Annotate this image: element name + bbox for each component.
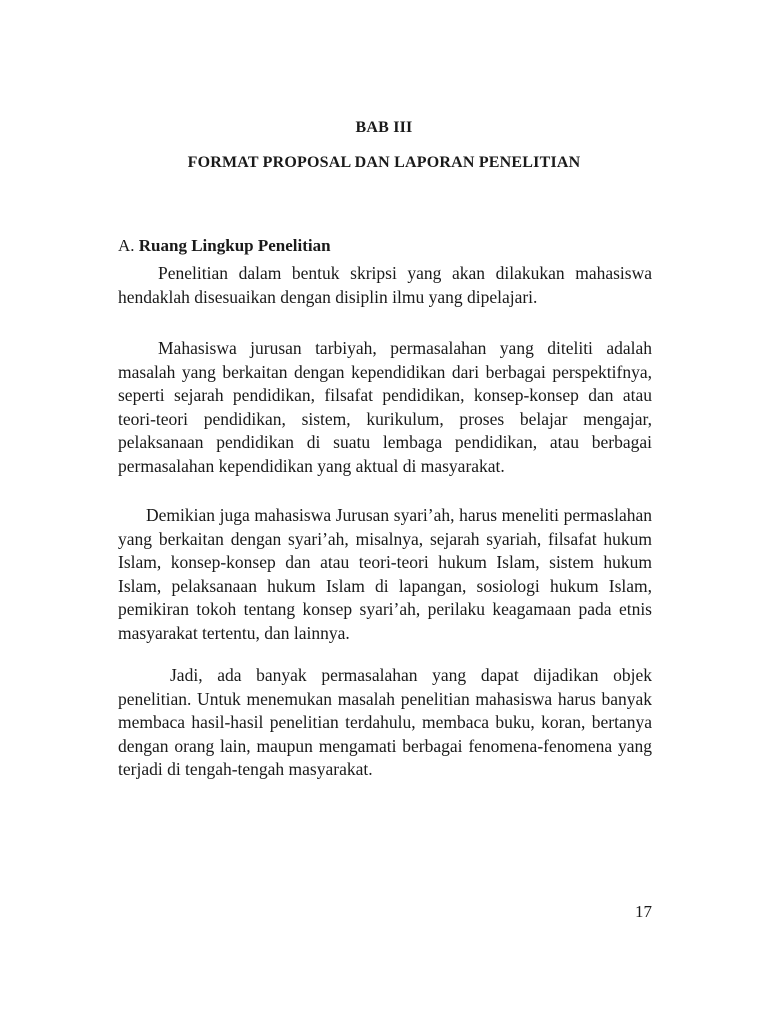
paragraph-3: Demikian juga mahasiswa Jurusan syari’ah, harus meneliti permaslahan yang berkaitan dengan syari’ah, misalnya, sejarah syariah, filsafat hukum Islam, konsep-konsep dan atau teori-teori hukum Islam, sistem hukum Islam, pelaksanaan hukum Islam di lapangan, sosiologi hukum Islam, pemikiran tokoh tentang konsep syari’ah, perilaku keagamaan pada etnis masyarakat tertentu, dan lainnya. [118,505,652,643]
paragraph-2: Mahasiswa jurusan tarbiyah, permasalahan yang diteliti adalah masalah yang berkaitan dengan kependidikan dari berbagai perspektifnya, seperti sejarah pendidikan, filsafat pendidikan, konsep-konsep dan atau teori-teori pendidikan, sistem, kurikulum, proses belajar mengajar, pelaksanaan pendidikan di suatu lembaga pendidikan, atau berbagai permasalahan kependidikan yang aktual di masyarakat. [118,338,652,476]
page-number: 17 [635,902,652,921]
chapter-label: BAB III [355,119,413,136]
paragraph-1: Penelitian dalam bentuk skripsi yang akan dilakukan mahasiswa hendaklah disesuaikan dengan disiplin ilmu yang dipelajari. [118,263,652,307]
section-title: Ruang Lingkup Penelitian [138,236,331,255]
section-heading [118,236,658,256]
chapter-title: FORMAT PROPOSAL DAN LAPORAN PENELITIAN [187,154,581,171]
section-number: A. [118,236,135,255]
paragraph-4: Jadi, ada banyak permasalahan yang dapat dijadikan objek penelitian. Untuk menemukan masalah penelitian mahasiswa harus banyak membaca hasil-hasil penelitian terdahulu, membaca buku, koran, bertanya dengan orang lain, maupun mengamati berbagai fenomena-fenomena yang terjadi di tengah-tengah masyarakat. [118,665,652,780]
